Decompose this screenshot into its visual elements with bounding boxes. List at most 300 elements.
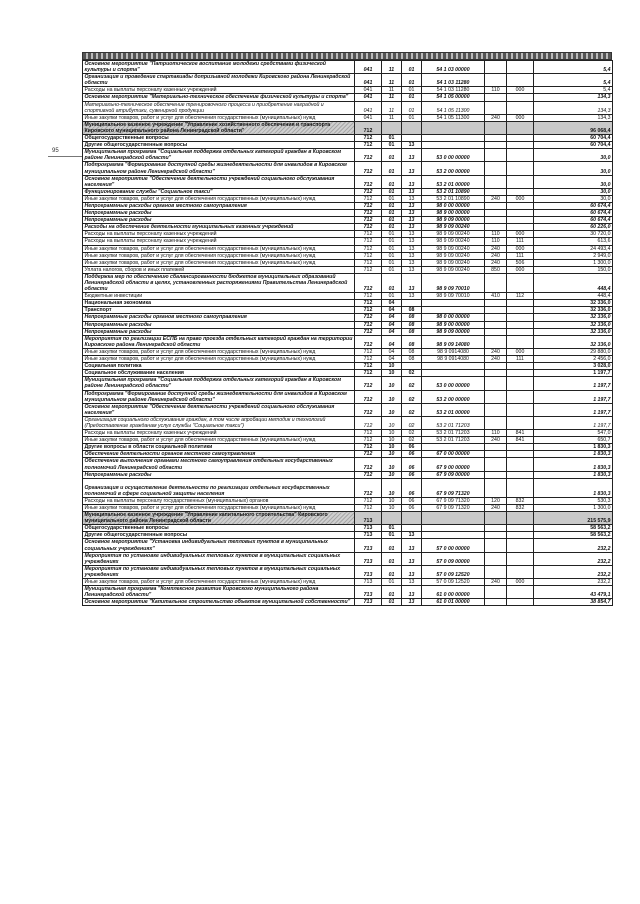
cell-description: Функционирование службы "Социальное такси" <box>83 188 355 195</box>
cell-expense-subtype: 832 <box>507 505 534 512</box>
cell-expense-type <box>485 444 507 451</box>
cell-ministry-code: 712 <box>355 505 382 512</box>
cell-subsection-code: 13 <box>402 202 422 209</box>
cell-target-item: 53 2 00 00000 <box>422 162 485 175</box>
cell-description: Расходы на обеспечение деятельности муниципальных казенных учреждений <box>83 224 355 231</box>
cell-section-code: 10 <box>382 416 402 429</box>
table-row <box>83 512 613 525</box>
cell-expense-type <box>485 370 507 377</box>
cell-subsection-code: 06 <box>402 497 422 504</box>
cell-ministry-code: 712 <box>355 307 382 314</box>
cell-section-code: 04 <box>382 307 402 314</box>
table-row <box>83 175 613 188</box>
cell-expense-type <box>485 273 507 292</box>
cell-description: Обеспечение деятельности органов местного самоуправления <box>83 451 355 458</box>
table-row <box>83 162 613 175</box>
table-row <box>83 348 613 355</box>
cell-expense-type <box>485 451 507 458</box>
cell-amount: 1 197,7 <box>534 403 613 416</box>
cell-target-item: 98 9 0914080 <box>422 348 485 355</box>
cell-subsection-code: 08 <box>402 328 422 335</box>
cell-expense-subtype <box>507 539 534 552</box>
cell-expense-subtype: 841 <box>507 430 534 437</box>
cell-expense-type: 240 <box>485 245 507 252</box>
cell-expense-type <box>485 416 507 429</box>
cell-ministry-code: 712 <box>355 259 382 266</box>
table-row <box>83 238 613 245</box>
cell-ministry-code: 712 <box>355 377 382 390</box>
cell-expense-subtype <box>507 314 534 321</box>
cell-expense-subtype <box>507 335 534 348</box>
cell-expense-subtype: 111 <box>507 252 534 259</box>
table-row <box>83 370 613 377</box>
cell-amount: 38 854,7 <box>534 599 613 606</box>
cell-description: Непрограммные расходы <box>83 471 355 478</box>
table-row <box>83 231 613 238</box>
cell-target-item: 53 2 00 00000 <box>422 390 485 403</box>
cell-ministry-code: 712 <box>355 149 382 162</box>
cell-ministry-code: 712 <box>355 142 382 149</box>
cell-amount: 43 479,1 <box>534 586 613 599</box>
cell-description: Поддержка мер по обеспечению сбалансированности бюджетов муниципальных образований Ленинградской области в целях, установленных распоряжениями Правительства Ленинградской области <box>83 273 355 292</box>
cell-expense-subtype: 112 <box>507 293 534 300</box>
cell-target-item: 57 0 09 12520 <box>422 565 485 578</box>
cell-expense-subtype: 832 <box>507 497 534 504</box>
cell-expense-subtype <box>507 224 534 231</box>
cell-expense-subtype <box>507 532 534 539</box>
cell-expense-subtype: 000 <box>507 266 534 273</box>
cell-description: Непрограммные расходы органов местного самоуправления <box>83 202 355 209</box>
cell-ministry-code: 712 <box>355 416 382 429</box>
cell-section-code: 01 <box>382 539 402 552</box>
table-row <box>83 356 613 363</box>
cell-description: Непрограммные расходы органов местного самоуправления <box>83 314 355 321</box>
cell-amount: 232,2 <box>534 552 613 565</box>
margin-divider <box>48 156 82 157</box>
cell-amount: 1 830,3 <box>534 478 613 497</box>
cell-section-code: 10 <box>382 377 402 390</box>
cell-amount: 96 068,4 <box>534 121 613 134</box>
cell-amount: 58 563,2 <box>534 525 613 532</box>
cell-ministry-code: 713 <box>355 525 382 532</box>
cell-amount: 1 197,7 <box>534 370 613 377</box>
cell-amount: 30,0 <box>534 195 613 202</box>
cell-description: Мероприятия по установке индивидуальных тепловых пунктов в муниципальных социальных учреждениях <box>83 565 355 578</box>
cell-description: Другие общегосударственные вопросы <box>83 532 355 539</box>
cell-ministry-code: 712 <box>355 370 382 377</box>
cell-description: Организация социального обслуживания граждан, в том числе апробации методик и технологий (Предоставление гражданам услуг службы "Социальное такси") <box>83 416 355 429</box>
cell-description: Расходы на выплаты персоналу казенных учреждений <box>83 87 355 94</box>
cell-description: Иные закупки товаров, работ и услуг для обеспечения государственных (муниципальных) нужд <box>83 245 355 252</box>
cell-section-code: 01 <box>382 252 402 259</box>
cell-section-code: 01 <box>382 259 402 266</box>
cell-section-code: 01 <box>382 532 402 539</box>
cell-subsection-code: 06 <box>402 478 422 497</box>
table-row <box>83 497 613 504</box>
cell-subsection-code: 13 <box>402 175 422 188</box>
cell-section-code: 10 <box>382 458 402 471</box>
cell-subsection-code: 13 <box>402 217 422 224</box>
cell-expense-type: 240 <box>485 252 507 259</box>
cell-description: Муниципальная программа "Социальная поддержка отдельных категорий граждан в Кировском районе Ленинградской области" <box>83 149 355 162</box>
cell-expense-type <box>485 210 507 217</box>
cell-amount: 2 949,0 <box>534 252 613 259</box>
cell-section-code: 10 <box>382 370 402 377</box>
cell-expense-type <box>485 321 507 328</box>
cell-amount: 32 336,0 <box>534 300 613 307</box>
cell-expense-type <box>485 512 507 525</box>
cell-section-code: 01 <box>382 266 402 273</box>
cell-section-code: 01 <box>382 565 402 578</box>
table-row <box>83 525 613 532</box>
cell-expense-subtype: 000 <box>507 579 534 586</box>
cell-amount: 232,2 <box>534 565 613 578</box>
cell-ministry-code: 712 <box>355 266 382 273</box>
cell-expense-subtype <box>507 175 534 188</box>
cell-target-item: 67 9 09 71320 <box>422 505 485 512</box>
cell-ministry-code: 041 <box>355 94 382 101</box>
cell-subsection-code: 06 <box>402 451 422 458</box>
cell-description: Организация и проведение спартакиады допризывной молодежи Кировского района Ленинградской области <box>83 74 355 87</box>
cell-ministry-code: 712 <box>355 348 382 355</box>
table-row <box>83 273 613 292</box>
cell-section-code: 01 <box>382 231 402 238</box>
table-row <box>83 266 613 273</box>
cell-expense-subtype <box>507 586 534 599</box>
cell-description: Другие вопросы в области социальной политики <box>83 444 355 451</box>
cell-expense-type: 240 <box>485 114 507 121</box>
cell-target-item: 67 9 09 00000 <box>422 471 485 478</box>
cell-description: Иные закупки товаров, работ и услуг для обеспечения государственных (муниципальных) нужд <box>83 579 355 586</box>
cell-expense-type: 850 <box>485 266 507 273</box>
cell-ministry-code: 712 <box>355 188 382 195</box>
cell-expense-subtype <box>507 321 534 328</box>
cell-ministry-code: 712 <box>355 202 382 209</box>
cell-section-code: 10 <box>382 430 402 437</box>
cell-section-code: 11 <box>382 101 402 114</box>
cell-expense-subtype <box>507 458 534 471</box>
cell-target-item: 98 9 09 00240 <box>422 252 485 259</box>
cell-target-item <box>422 444 485 451</box>
cell-target-item: 67 0 00 00000 <box>422 451 485 458</box>
cell-amount: 5,4 <box>534 61 613 74</box>
cell-description: Расходы на выплаты персоналу казенных учреждений <box>83 430 355 437</box>
cell-expense-subtype: 841 <box>507 437 534 444</box>
cell-section-code: 04 <box>382 335 402 348</box>
cell-description: Основное мероприятие "Капитальное строительство объектов муниципальной собственности" <box>83 599 355 606</box>
cell-target-item: 98 9 09 00240 <box>422 266 485 273</box>
cell-subsection-code: 13 <box>402 252 422 259</box>
cell-subsection-code: 13 <box>402 238 422 245</box>
cell-ministry-code: 712 <box>355 300 382 307</box>
cell-target-item: 98 9 09 00000 <box>422 328 485 335</box>
cell-subsection-code: 08 <box>402 348 422 355</box>
cell-amount: 32 336,0 <box>534 335 613 348</box>
cell-expense-type <box>485 328 507 335</box>
cell-subsection-code: 13 <box>402 259 422 266</box>
cell-ministry-code: 712 <box>355 356 382 363</box>
cell-target-item: 98 0 00 00000 <box>422 202 485 209</box>
cell-target-item: 98 9 09 00240 <box>422 259 485 266</box>
cell-expense-type: 240 <box>485 348 507 355</box>
cell-ministry-code: 713 <box>355 599 382 606</box>
cell-amount: 134,3 <box>534 101 613 114</box>
cell-description: Иные закупки товаров, работ и услуг для обеспечения государственных (муниципальных) нужд <box>83 252 355 259</box>
cell-subsection-code: 13 <box>402 149 422 162</box>
table-row <box>83 217 613 224</box>
cell-expense-subtype <box>507 210 534 217</box>
table-row <box>83 149 613 162</box>
cell-amount: 5,4 <box>534 87 613 94</box>
cell-amount: 134,3 <box>534 114 613 121</box>
cell-expense-type: 110 <box>485 231 507 238</box>
cell-section-code <box>382 121 402 134</box>
cell-expense-type <box>485 121 507 134</box>
cell-expense-type <box>485 61 507 74</box>
cell-section-code: 04 <box>382 300 402 307</box>
cell-expense-subtype <box>507 149 534 162</box>
cell-expense-subtype <box>507 162 534 175</box>
cell-expense-type <box>485 142 507 149</box>
cell-expense-type <box>485 135 507 142</box>
cell-subsection-code: 13 <box>402 142 422 149</box>
cell-target-item: 53 2 01 71203 <box>422 416 485 429</box>
cell-description: Бюджетные инвестиции <box>83 293 355 300</box>
cell-amount: 232,2 <box>534 579 613 586</box>
cell-ministry-code: 712 <box>355 471 382 478</box>
table-row <box>83 321 613 328</box>
cell-section-code: 10 <box>382 497 402 504</box>
table-row <box>83 259 613 266</box>
cell-expense-subtype <box>507 377 534 390</box>
cell-expense-type <box>485 307 507 314</box>
cell-target-item: 98 9 09 00240 <box>422 231 485 238</box>
cell-subsection-code: 08 <box>402 314 422 321</box>
cell-description: Подпрограмма "Формирование доступной среды жизнедеятельности для инвалидов в Кировском муниципальном районе Ленинградской области" <box>83 162 355 175</box>
cell-section-code: 11 <box>382 87 402 94</box>
cell-subsection-code: 13 <box>402 224 422 231</box>
cell-section-code: 01 <box>382 245 402 252</box>
cell-expense-subtype: 000 <box>507 231 534 238</box>
cell-ministry-code: 712 <box>355 224 382 231</box>
cell-amount: 1 197,7 <box>534 390 613 403</box>
cell-target-item <box>422 142 485 149</box>
cell-amount: 24 493,4 <box>534 245 613 252</box>
cell-target-item: 53 0 00 00000 <box>422 149 485 162</box>
cell-subsection-code: 13 <box>402 210 422 217</box>
cell-expense-subtype: 111 <box>507 356 534 363</box>
cell-amount: 5,4 <box>534 74 613 87</box>
cell-expense-subtype <box>507 552 534 565</box>
cell-expense-type: 240 <box>485 259 507 266</box>
cell-description: Непрограммные расходы <box>83 210 355 217</box>
table-row <box>83 61 613 74</box>
cell-expense-subtype <box>507 273 534 292</box>
table-row <box>83 114 613 121</box>
table-row <box>83 293 613 300</box>
cell-description: Другие общегосударственные вопросы <box>83 142 355 149</box>
cell-description: Общегосударственные вопросы <box>83 135 355 142</box>
cell-subsection-code: 13 <box>402 293 422 300</box>
cell-target-item: 98 9 09 00240 <box>422 224 485 231</box>
cell-ministry-code: 713 <box>355 539 382 552</box>
table-row <box>83 416 613 429</box>
cell-subsection-code: 02 <box>402 390 422 403</box>
cell-description: Расходы на выплаты персоналу казенных учреждений <box>83 238 355 245</box>
cell-subsection-code: 13 <box>402 579 422 586</box>
cell-section-code: 10 <box>382 363 402 370</box>
cell-ministry-code: 713 <box>355 552 382 565</box>
cell-expense-type <box>485 525 507 532</box>
cell-target-item: 98 9 00 00000 <box>422 321 485 328</box>
cell-expense-type: 410 <box>485 293 507 300</box>
cell-target-item: 61 0 01 00000 <box>422 599 485 606</box>
cell-section-code: 01 <box>382 202 402 209</box>
cell-section-code: 01 <box>382 586 402 599</box>
cell-subsection-code: 01 <box>402 87 422 94</box>
cell-subsection-code: 13 <box>402 273 422 292</box>
table-row <box>83 300 613 307</box>
cell-expense-subtype: 000 <box>507 348 534 355</box>
cell-expense-subtype <box>507 444 534 451</box>
cell-section-code: 11 <box>382 74 402 87</box>
cell-description: Муниципальное казенное учреждение "Управление капитального строительства" Кировского муниципального района Ленинградской области <box>83 512 355 525</box>
cell-amount: 60 674,4 <box>534 217 613 224</box>
cell-section-code: 10 <box>382 444 402 451</box>
cell-target-item: 53 2 01 71203 <box>422 430 485 437</box>
cell-expense-type <box>485 101 507 114</box>
table-row <box>83 202 613 209</box>
cell-section-code: 11 <box>382 94 402 101</box>
cell-expense-type: 240 <box>485 356 507 363</box>
cell-amount: 60 674,4 <box>534 210 613 217</box>
table-row <box>83 314 613 321</box>
table-row <box>83 390 613 403</box>
cell-ministry-code: 712 <box>355 210 382 217</box>
cell-amount: 30,0 <box>534 175 613 188</box>
cell-section-code: 10 <box>382 478 402 497</box>
cell-expense-type: 240 <box>485 579 507 586</box>
cell-expense-type: 120 <box>485 497 507 504</box>
cell-description: Муниципальная программа "Комплексное развитие Кировского муниципального района Ленинградской области" <box>83 586 355 599</box>
table-row <box>83 135 613 142</box>
cell-ministry-code: 712 <box>355 273 382 292</box>
table-row <box>83 121 613 134</box>
cell-expense-subtype <box>507 363 534 370</box>
cell-description: Уплата налогов, сборов и иных платежей <box>83 266 355 273</box>
cell-target-item <box>422 532 485 539</box>
cell-ministry-code: 712 <box>355 314 382 321</box>
cell-expense-type <box>485 74 507 87</box>
cell-ministry-code: 712 <box>355 135 382 142</box>
table-row <box>83 252 613 259</box>
table-row <box>83 430 613 437</box>
cell-ministry-code: 712 <box>355 293 382 300</box>
cell-target-item: 53 2 01 10890 <box>422 188 485 195</box>
cell-expense-subtype <box>507 512 534 525</box>
cell-section-code: 04 <box>382 356 402 363</box>
cell-expense-subtype <box>507 525 534 532</box>
table-row <box>83 458 613 471</box>
cell-amount: 448,4 <box>534 293 613 300</box>
table-row <box>83 478 613 497</box>
cell-subsection-code: 13 <box>402 188 422 195</box>
cell-subsection-code: 08 <box>402 321 422 328</box>
cell-subsection-code: 01 <box>402 61 422 74</box>
cell-subsection-code: 02 <box>402 377 422 390</box>
cell-expense-type <box>485 403 507 416</box>
cell-section-code: 10 <box>382 471 402 478</box>
cell-target-item: 57 0 09 00000 <box>422 552 485 565</box>
cell-target-item: 53 2 01 00000 <box>422 403 485 416</box>
table-row <box>83 87 613 94</box>
table-row <box>83 599 613 606</box>
budget-table <box>82 60 613 606</box>
cell-ministry-code: 712 <box>355 458 382 471</box>
cell-target-item: 98 9 0914080 <box>422 356 485 363</box>
cell-amount: 547,0 <box>534 430 613 437</box>
cell-subsection-code <box>402 512 422 525</box>
cell-description: Основное мероприятие "Обеспечение деятельности учреждений социального обслуживания населения" <box>83 175 355 188</box>
cell-target-item: 54 1 03 11280 <box>422 74 485 87</box>
margin-row-number: 95 <box>52 147 59 154</box>
cell-expense-subtype <box>507 307 534 314</box>
cell-description: Иные закупки товаров, работ и услуг для обеспечения государственных (муниципальных) нужд <box>83 348 355 355</box>
cell-expense-subtype <box>507 217 534 224</box>
cell-ministry-code: 713 <box>355 565 382 578</box>
cell-expense-subtype <box>507 403 534 416</box>
cell-target-item: 98 9 09 00240 <box>422 245 485 252</box>
cell-ministry-code: 712 <box>355 497 382 504</box>
cell-expense-subtype <box>507 61 534 74</box>
cell-expense-subtype: 000 <box>507 195 534 202</box>
cell-section-code: 01 <box>382 162 402 175</box>
cell-description: Иные закупки товаров, работ и услуг для обеспечения государственных (муниципальных) нужд <box>83 356 355 363</box>
cell-ministry-code: 712 <box>355 478 382 497</box>
cell-target-item: 98 9 09 70010 <box>422 273 485 292</box>
cell-expense-subtype: 506 <box>507 259 534 266</box>
cell-amount: 32 336,0 <box>534 321 613 328</box>
cell-subsection-code: 13 <box>402 245 422 252</box>
cell-expense-type: 110 <box>485 238 507 245</box>
cell-section-code: 01 <box>382 273 402 292</box>
cell-expense-subtype <box>507 599 534 606</box>
cell-expense-type <box>485 599 507 606</box>
cell-section-code: 01 <box>382 217 402 224</box>
cell-target-item: 67 9 00 00000 <box>422 458 485 471</box>
table-row <box>83 505 613 512</box>
cell-expense-type <box>485 94 507 101</box>
cell-subsection-code: 08 <box>402 335 422 348</box>
cell-ministry-code: 713 <box>355 512 382 525</box>
cell-target-item <box>422 121 485 134</box>
cell-description: Основное мероприятие "Патриотическое воспитание молодежи средствами физической культуры и спорта" <box>83 61 355 74</box>
cell-expense-type <box>485 188 507 195</box>
cell-target-item: 57 0 09 12520 <box>422 579 485 586</box>
cell-description: Национальная экономика <box>83 300 355 307</box>
cell-target-item <box>422 370 485 377</box>
cell-target-item: 98 0 00 00000 <box>422 314 485 321</box>
cell-expense-type <box>485 314 507 321</box>
cell-ministry-code: 712 <box>355 335 382 348</box>
cell-expense-type: 110 <box>485 87 507 94</box>
cell-subsection-code <box>402 363 422 370</box>
cell-expense-type <box>485 149 507 162</box>
cell-expense-subtype <box>507 451 534 458</box>
cell-expense-subtype: 000 <box>507 114 534 121</box>
cell-expense-subtype <box>507 478 534 497</box>
cell-ministry-code: 713 <box>355 586 382 599</box>
